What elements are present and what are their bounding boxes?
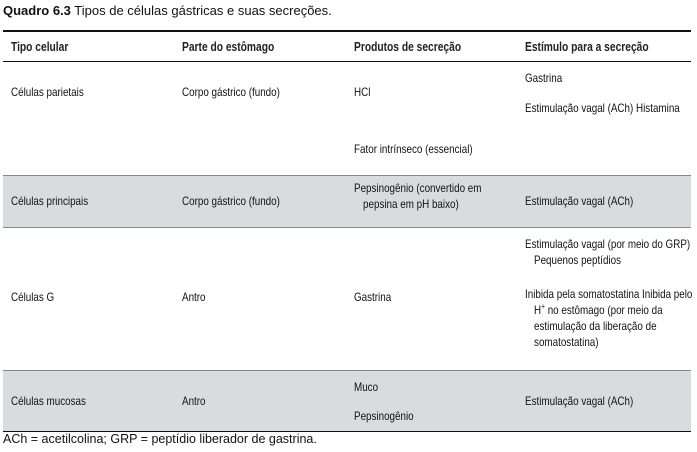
cell-stimulus-text: no estômago (por meio da estimulação da liberação de somatostatina) xyxy=(534,303,663,349)
cell-type: Células mucosas xyxy=(11,394,86,408)
header-cell-type: Tipo celular xyxy=(11,40,69,54)
table-footnote: ACh = acetilcolina; GRP = peptídio liberador de gastrina. xyxy=(3,432,317,446)
cell-part: Corpo gástrico (fundo) xyxy=(182,194,280,208)
cell-stimulus xyxy=(525,286,696,350)
table-row xyxy=(3,62,691,176)
cell-part: Antro xyxy=(182,394,206,408)
header-cell-stimulus: Estímulo para a secreção xyxy=(525,40,649,54)
cell-stimulus: Estimulação vagal (ACh) xyxy=(525,194,634,208)
cell-stimulus: Gastrina xyxy=(525,71,563,85)
table-row xyxy=(3,371,691,432)
cell-part: Corpo gástrico (fundo) xyxy=(182,85,280,99)
cell-product: Pepsinogênio xyxy=(354,409,414,423)
table-header xyxy=(3,32,691,62)
cell-stimulus-text: Inibida pela somatostatina Inibida pelo H xyxy=(525,287,693,317)
cell-type: Células G xyxy=(11,290,55,304)
cell-product: Fator intrínseco (essencial) xyxy=(354,142,473,156)
superscript-plus: + xyxy=(541,302,545,311)
caption-text: Tipos de células gástricas e suas secreções. xyxy=(70,3,332,18)
cell-product: Gastrina xyxy=(354,290,392,304)
cell-stimulus: Estimulação vagal (ACh) xyxy=(525,394,634,408)
cell-stimulus: Estimulação vagal (ACh) Histamina xyxy=(525,101,680,115)
caption-label: Quadro 6.3 xyxy=(3,3,71,18)
table-row xyxy=(3,176,691,228)
cell-type: Células parietais xyxy=(11,85,84,99)
cell-product: HCl xyxy=(354,85,371,99)
cell-part: Antro xyxy=(182,290,206,304)
header-cell-part: Parte do estômago xyxy=(182,40,275,54)
header-cell-products: Produtos de secreção xyxy=(354,40,462,54)
cell-type: Células principais xyxy=(11,194,89,208)
table-row xyxy=(3,228,691,371)
cell-stimulus: Estimulação vagal (por meio do GRP) Pequenos peptídios xyxy=(525,237,691,267)
secretions-table xyxy=(3,30,691,432)
table-caption xyxy=(3,3,332,19)
cell-product: Muco xyxy=(354,380,379,394)
cell-product: Pepsinogênio (convertido em pepsina em pH baixo) xyxy=(354,181,482,211)
